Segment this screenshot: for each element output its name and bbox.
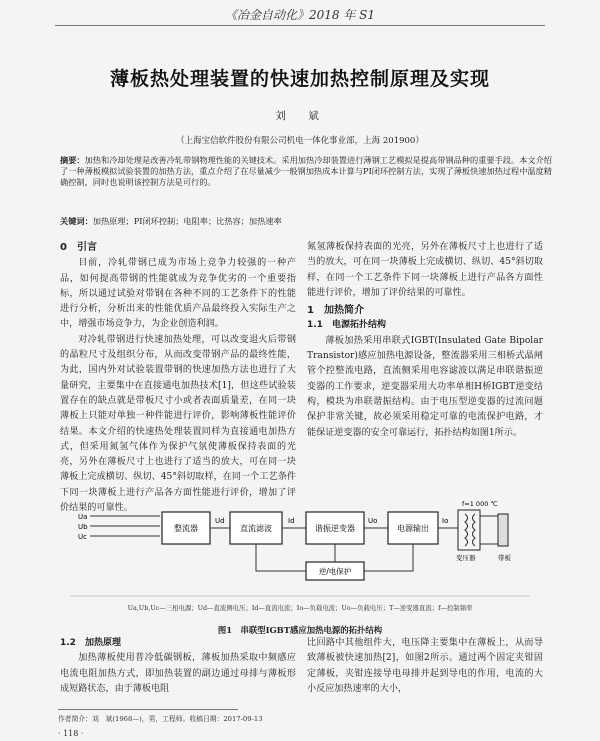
transformer-coil-secondary xyxy=(473,514,476,546)
section-1-heading: 1 加热简介 xyxy=(307,305,364,317)
transformer-label: 变压器 xyxy=(456,554,476,562)
abstract-label: 摘要： xyxy=(60,155,85,165)
paper-author: 刘 斌 xyxy=(275,110,325,122)
section-1-2-paragraph-left: 加热薄板使用普冷低碳钢板，薄板加热采取中频感应电流电阻加热方式，即加热装置的副边通过母排与薄板形成短路状态，由于薄板电阻 xyxy=(60,653,296,694)
section-1-1-heading: 1.1 电源拓扑结构 xyxy=(307,320,386,331)
section-0-paragraph-2-continued: 氮氢薄板保持表面的光亮，另外在薄板尺寸上也进行了适当的放大，可在同一块薄板上完成横切、纵切、45°斜切取样，在同一个工艺条件下同一块薄板上进行产品各方面性能进行评价，增加了评价结果的可靠性。 xyxy=(307,242,543,298)
section-1-2-heading: 1.2 加热原理 xyxy=(60,638,121,648)
right-column-upper xyxy=(307,240,543,471)
dc-filter-label: 直流滤波 xyxy=(240,524,272,533)
rectifier-label: 整流器 xyxy=(174,524,198,533)
protection-label: 逆/电保护 xyxy=(318,567,352,576)
label-ub: Ub xyxy=(78,523,88,531)
figure-frame xyxy=(70,496,530,598)
keywords-text: 加热原理；PI闭环控制；电阻率；比热容；加热速率 xyxy=(92,216,282,226)
label-uo: Uo xyxy=(368,517,378,525)
label-ua: Ua xyxy=(78,513,88,521)
footnote-rule xyxy=(58,709,238,710)
left-column-upper xyxy=(60,240,296,514)
section-0-paragraph-1: 目前，冷轧带钢已成为市场上竞争力较强的一种产品，如何提高带钢的性能就成为竞争优劣的一个重要指标，所以通过试验对带钢在各种不同的工艺条件下的性能进行分析，分析出来的性能优质产品最终投入实际生产之中，增强市场竞争力，为企业创造利润。 xyxy=(60,258,296,330)
figure-1-diagram xyxy=(70,496,530,598)
abstract xyxy=(60,155,552,189)
author-footnote: 作者简介：刘 斌(1968—)，男，工程师。收稿日期：2017-09-13 xyxy=(58,715,263,723)
section-1-2-paragraph-right: 比回路中其他组件大，电压降主要集中在薄板上，从而导致薄板被快速加热[2]，如图2所示。通过两个固定夹钳固定薄板，夹钳连接导电母排并起到导电的作用，电流的大小反应加热速率的大小， xyxy=(307,638,543,694)
transformer-coil-primary xyxy=(465,514,468,546)
section-0-paragraph-2: 对冷轧带钢进行快速加热处理，可以改变退火后带钢的晶粒尺寸及组织分布，从而改变带钢产品的最终性能，为此，国内外对试验装置带钢的快速加热方法也进行了大量研究，主要集中在直接通电加热技术[1]，但这些试验装置存在的缺点就是带板尺寸小或者表面质量差，在同一块薄板上只能对单独一种件能进行评价，影响薄板性能评价结果。本文介绍的快速热处理装置同样为直接通电加热方式，但采用氮氢气体作为保护气氛使薄板保持表面的光亮，另外在薄板尺寸上也进行了适当的放大，可在同一块薄板上完成横切、纵切、45°斜切取样，在同一个工艺条件下同一块薄板上进行产品各方面性能进行评价，增加了评价结果的可靠性。 xyxy=(60,334,296,514)
label-io: Io xyxy=(442,517,449,525)
keywords xyxy=(60,216,552,227)
strip-load xyxy=(498,514,508,546)
inverter-label: 谐振逆变器 xyxy=(315,524,355,533)
keywords-label: 关键词： xyxy=(60,216,93,226)
label-uc: Uc xyxy=(78,533,87,541)
label-id: Id xyxy=(288,517,295,525)
figure-1-legend: Ua,Ub,Uc—三相电源；Ud—直流侧电压；Id—直流电流；Io—负载电流；Uo—负载电压；T—逆变器直流；f—控制频率 xyxy=(127,604,473,612)
left-column-lower xyxy=(60,636,296,697)
page-number: · 118 · xyxy=(58,729,84,738)
header-rule xyxy=(55,25,545,26)
section-0-heading: 0 引言 xyxy=(60,242,97,253)
link-output-protection xyxy=(364,544,413,571)
strip-label: 带板 xyxy=(498,554,511,562)
paper-affiliation: （上海宝信软件股份有限公司机电一体化事业部，上海 201900） xyxy=(176,136,424,146)
abstract-text: 加热和冷却处理是改善冷轧带钢物理性能的关键技术。采用加热冷却装置进行薄钢工艺模拟是提高带钢品种的重要手段。本文介绍了一种薄板模拟试验装置的加热方法，重点介绍了在尽量减少一般钢加热成本计算与PI闭环控制方法，实现了薄板快速加热过程中温度精确控制，同时也说明该控制方法是可行的。 xyxy=(60,155,552,188)
paper-title: 薄板热处理装置的快速加热控制原理及实现 xyxy=(109,68,490,90)
frequency-label: f=1 000 ℃ xyxy=(462,500,498,508)
figure-1-caption: 图1 串联型IGBT感应加热电源的拓扑结构 xyxy=(217,625,383,635)
journal-header: 《冶金自动化》2018 年 S1 xyxy=(224,8,376,22)
right-column-lower xyxy=(307,636,543,697)
output-label: 电源输出 xyxy=(397,524,429,533)
link-protection-filter xyxy=(256,544,306,571)
section-1-1-paragraph: 薄板加热采用串联式IGBT(Insulated Gate Bipolar Transistor)感应加热电源设备，整流器采用三相桥式晶闸管个控整流电路，直流侧采用电容滤波以满足串联谐振逆变器的工作要求，逆变器采用大功率单相H桥IGBT逆变结构，模块为串联谐振结构。由于电压型逆变器的过流问题保护非常关键，故必须采用稳定可靠的电流保护电路，才能保证逆变器的安全可靠运行，拓扑结构如图1所示。 xyxy=(307,335,543,438)
label-ud: Ud xyxy=(215,517,225,525)
transformer-primary xyxy=(458,510,480,550)
